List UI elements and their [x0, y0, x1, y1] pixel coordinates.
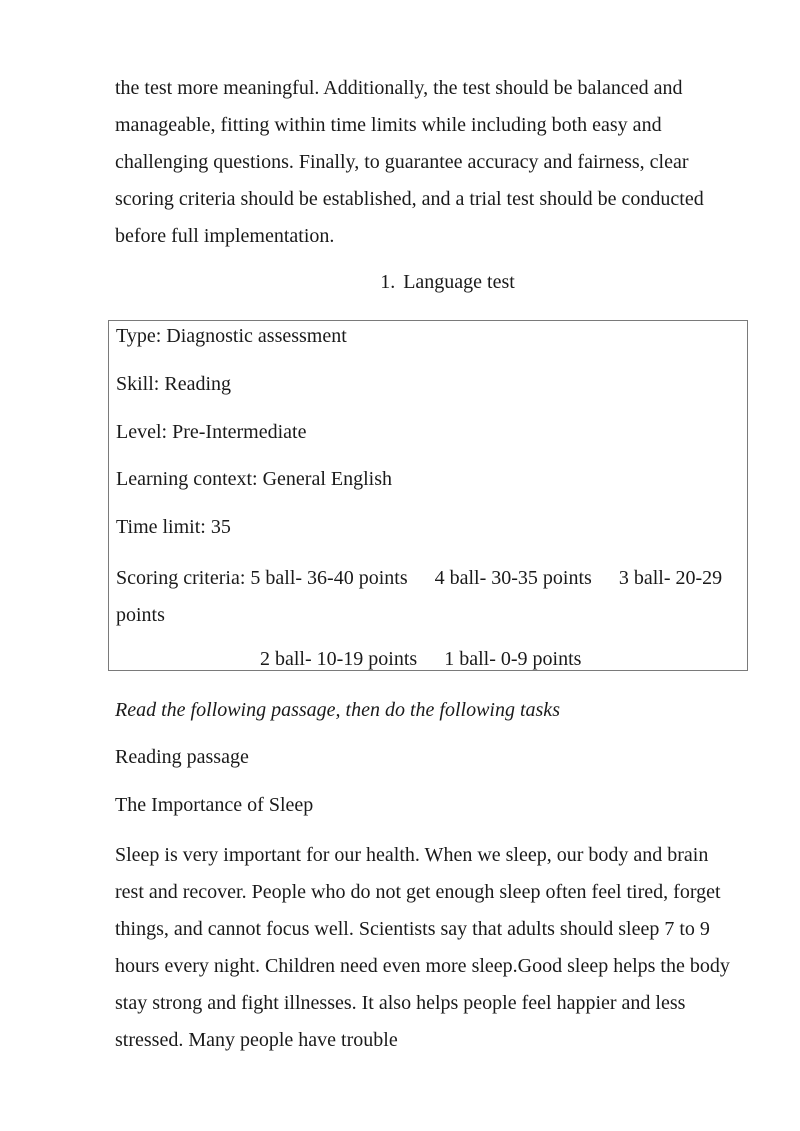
intro-paragraph: the test more meaningful. Additionally, the test should be balanced and manageable, fitting within time limits while including both easy and challenging questions. Finally, to guarantee accuracy and fairness, clear scoring criteria should be established, and a trial test should be conducted before full implementation. [115, 77, 704, 247]
test-skill: Skill: Reading [116, 373, 231, 395]
score-1: 1 ball- 0-9 points [444, 648, 582, 670]
passage-title: The Importance of Sleep [115, 794, 314, 816]
scoring-criteria-continued [260, 644, 581, 674]
passage-label: Reading passage [115, 746, 249, 768]
passage-text: Sleep is very important for our health. When we sleep, our body and brain rest and recover. People who do not get enough sleep often feel tired, forget things, and cannot focus well. Scientists say that adults should sleep 7 to 9 hours every night. Children need even more sleep.Good sleep helps the body stay strong and fight illnesses. It also helps people feel happier and less stressed. Many people have trouble [115, 844, 730, 1051]
score-2: 2 ball- 10-19 points [260, 648, 418, 670]
scoring-criteria [116, 560, 736, 634]
test-info-box [108, 320, 748, 671]
test-level: Level: Pre-Intermediate [116, 421, 307, 443]
test-time-limit: Time limit: 35 [116, 516, 231, 538]
section-title: Language test [403, 271, 515, 293]
scoring-label: Scoring criteria: [116, 567, 246, 589]
score-5: 5 ball- 36-40 points [250, 567, 408, 589]
instruction-text: Read the following passage, then do the following tasks [115, 699, 560, 721]
intro-section [115, 70, 735, 297]
score-4: 4 ball- 30-35 points [434, 567, 592, 589]
reading-passage [115, 837, 735, 1059]
section-number: 1. [380, 271, 396, 293]
section-heading [115, 267, 735, 297]
test-context: Learning context: General English [116, 468, 393, 490]
test-type: Type: Diagnostic assessment [116, 325, 347, 347]
score-3: 3 ball- 20-29 points [116, 567, 723, 626]
